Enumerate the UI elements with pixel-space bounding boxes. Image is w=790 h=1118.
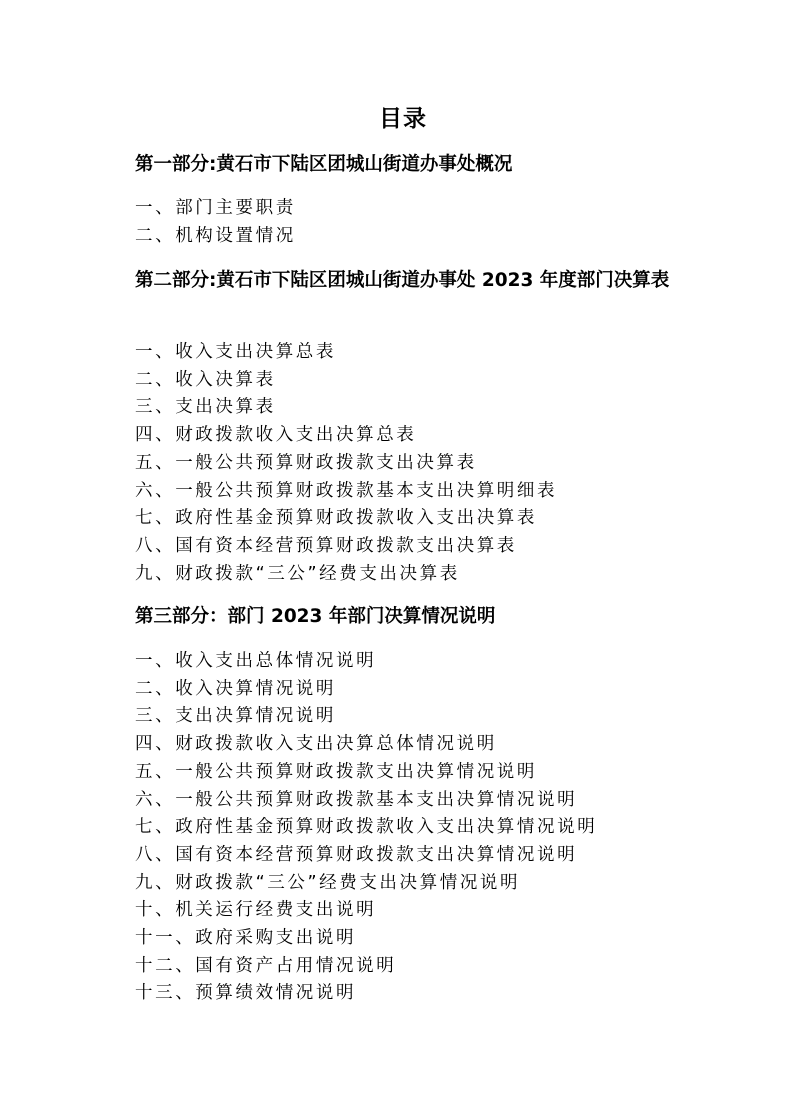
- part-3-item-13: 十三、预算绩效情况说明: [135, 983, 357, 1004]
- part-2-item-6: 六、一般公共预算财政拨款基本支出决算明细表: [135, 480, 558, 501]
- part-1-item-org-setup: 二、机构设置情况: [135, 225, 296, 246]
- part-2-item-5: 五、一般公共预算财政拨款支出决算表: [135, 452, 477, 473]
- part-3-item-3: 三、支出决算情况说明: [135, 706, 336, 727]
- part-2-item-2: 二、收入决算表: [135, 369, 276, 390]
- part-3-item-7: 七、政府性基金预算财政拨款收入支出决算情况说明: [135, 817, 598, 838]
- part-1-list: [135, 195, 296, 250]
- part-2-heading: 第二部分:黄石市下陆区团城山街道办事处 2023 年度部门决算表: [135, 270, 670, 291]
- part-3-item-2: 二、收入决算情况说明: [135, 678, 336, 699]
- part-3-heading: 第三部分：部门 2023 年部门决算情况说明: [135, 606, 496, 627]
- part-3-item-5: 五、一般公共预算财政拨款支出决算情况说明: [135, 761, 537, 782]
- part-3-item-4: 四、财政拨款收入支出决算总体情况说明: [135, 734, 497, 755]
- part-2-item-9: 九、财政拨款“三公”经费支出决算表: [135, 563, 460, 584]
- part-2-item-1: 一、收入支出决算总表: [135, 342, 336, 362]
- part-3-item-11: 十一、政府采购支出说明: [135, 928, 357, 949]
- part-3-item-10: 十、机关运行经费支出说明: [135, 900, 377, 921]
- part-3-item-6: 六、一般公共预算财政拨款基本支出决算情况说明: [135, 789, 578, 810]
- part-2-item-7: 七、政府性基金预算财政拨款收入支出决算表: [135, 508, 537, 529]
- part-2-item-4: 四、财政拨款收入支出决算总表: [135, 425, 417, 446]
- part-1-item-main-duties: 一、部门主要职责: [135, 198, 296, 218]
- part-3-item-12: 十二、国有资产占用情况说明: [135, 955, 397, 976]
- page-title: 目录: [379, 106, 427, 132]
- part-2-item-3: 三、支出决算表: [135, 397, 276, 418]
- part-2-list: [135, 339, 557, 588]
- part-3-item-1: 一、收入支出总体情况说明: [135, 651, 377, 671]
- part-3-item-8: 八、国有资本经营预算财政拨款支出决算情况说明: [135, 844, 578, 865]
- part-2-item-8: 八、国有资本经营预算财政拨款支出决算表: [135, 535, 517, 556]
- part-3-list: [135, 648, 597, 1008]
- part-1-heading: 第一部分:黄石市下陆区团城山街道办事处概况: [135, 154, 513, 175]
- part-3-item-9: 九、财政拨款“三公”经费支出决算情况说明: [135, 872, 521, 893]
